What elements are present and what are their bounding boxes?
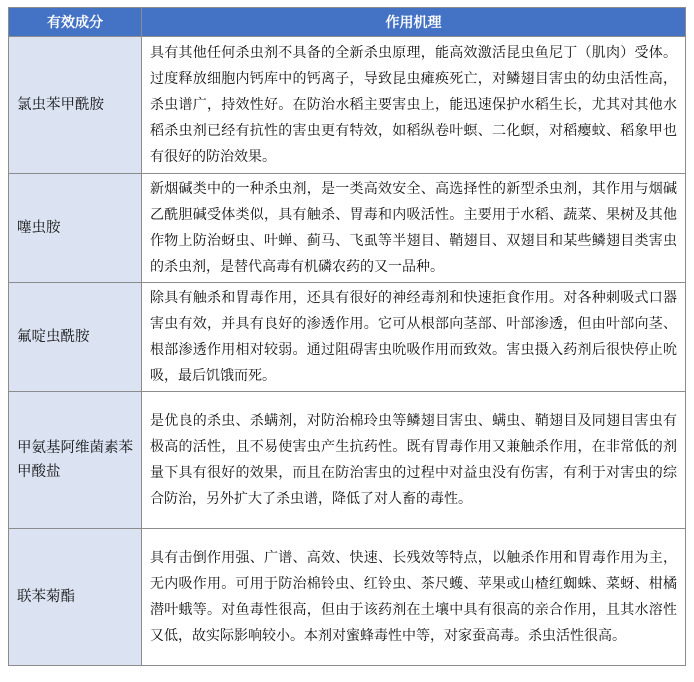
mechanism-cell: 新烟碱类中的一种杀虫剂，是一类高效安全、高选择性的新型杀虫剂，其作用与烟碱乙酰胆碱受体类似，具有触杀、胃毒和内吸活性。主要用于水稻、蔬菜、果树及其他作物上防治蚜虫、叶蝉、蓟马、飞虱等半翅目、鞘翅目、双翅目和某些鳞翅目类害虫的杀虫剂，是替代高毒有机磷农药的又一品种。 [142, 174, 686, 283]
ingredient-cell: 联苯菊酯 [9, 529, 142, 666]
table-row [9, 174, 686, 283]
mechanism-cell: 除具有触杀和胃毒作用，还具有很好的神经毒剂和快速拒食作用。对各种刺吸式口器害虫有效，并具有良好的渗透作用。它可从根部向茎部、叶部渗透，但由叶部向茎、根部渗透作用相对较弱。通过阻碍害虫吮吸作用而致效。害虫摄入药剂后很快停止吮吸，最后饥饿而死。 [142, 283, 686, 392]
header-mechanism: 作用机理 [142, 8, 686, 37]
table-row [9, 37, 686, 174]
ingredient-cell: 噻虫胺 [9, 174, 142, 283]
ingredient-cell: 氟啶虫酰胺 [9, 283, 142, 392]
table-row [9, 392, 686, 529]
ingredient-mechanism-table [8, 7, 686, 666]
ingredient-cell: 氯虫苯甲酰胺 [9, 37, 142, 174]
mechanism-cell: 具有击倒作用强、广谱、高效、快速、长残效等特点，以触杀作用和胃毒作用为主，无内吸作用。可用于防治棉铃虫、红铃虫、茶尺蠖、苹果或山楂红蜘蛛、菜蚜、柑橘潜叶蛾等。对鱼毒性很高，但由于该药剂在土壤中具有很高的亲合作用，且其水溶性又低，故实际影响较小。本剂对蜜蜂毒性中等，对家蚕高毒。杀虫活性很高。 [142, 529, 686, 666]
mechanism-cell: 具有其他任何杀虫剂不具备的全新杀虫原理，能高效激活昆虫鱼尼丁（肌肉）受体。过度释放细胞内钙库中的钙离子，导致昆虫瘫痪死亡，对鳞翅目害虫的幼虫活性高，杀虫谱广，持效性好。在防治水稻主要害虫上，能迅速保护水稻生长，尤其对其他水稻杀虫剂已经有抗性的害虫更有特效，如稻纵卷叶螟、二化螟，对稻瘿蚊、稻象甲也有很好的防治效果。 [142, 37, 686, 174]
table-row [9, 283, 686, 392]
header-row [9, 8, 686, 37]
table-row [9, 529, 686, 666]
ingredient-cell: 甲氨基阿维菌素苯甲酸盐 [9, 392, 142, 529]
header-ingredient: 有效成分 [9, 8, 142, 37]
mechanism-cell: 是优良的杀虫、杀螨剂，对防治棉玲虫等鳞翅目害虫、螨虫、鞘翅目及同翅目害虫有极高的活性，且不易使害虫产生抗药性。既有胃毒作用又兼触杀作用，在非常低的剂量下具有很好的效果，而且在防治害虫的过程中对益虫没有伤害，有利于对害虫的综合防治，另外扩大了杀虫谱，降低了对人畜的毒性。 [142, 392, 686, 529]
